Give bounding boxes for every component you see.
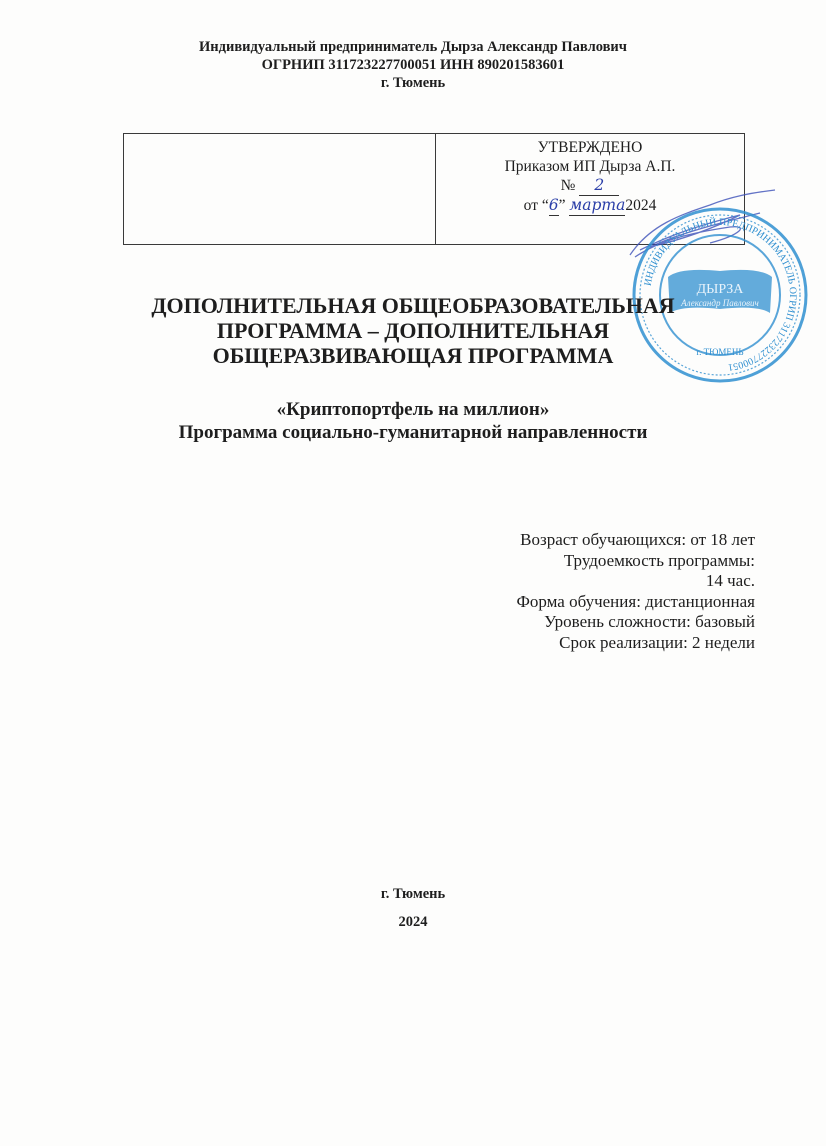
title-line-2: ПРОГРАММА – ДОПОЛНИТЕЛЬНАЯ	[216, 318, 610, 343]
property-workload-label: Трудоемкость программы:	[563, 550, 755, 570]
approval-table-empty-cell	[124, 134, 436, 244]
property-workload-value: 14 час.	[705, 571, 755, 590]
approved-label: УТВЕРЖДЕНО	[537, 139, 643, 156]
property-format: Форма обучения: дистанционная	[516, 591, 755, 611]
footer-city: г. Тюмень	[380, 886, 446, 902]
title-line-1: ДОПОЛНИТЕЛЬНАЯ ОБЩЕОБРАЗОВАТЕЛЬНАЯ	[151, 293, 675, 318]
number-value: 2	[579, 176, 619, 196]
number-label: №	[560, 177, 576, 194]
program-focus: Программа социально-гуманитарной направленности	[178, 422, 648, 443]
property-duration: Срок реализации: 2 недели	[559, 632, 755, 652]
entrepreneur-name: Индивидуальный предприниматель Дырза Александр Павлович	[199, 39, 627, 55]
property-age: Возраст обучающихся: от 18 лет	[520, 530, 755, 549]
stamp-subname: Александр Павлович	[681, 298, 759, 308]
date-day: 6	[548, 196, 559, 214]
stamp-name: ДЫРЗА	[696, 282, 744, 297]
approved-by: Приказом ИП Дырза А.П.	[504, 158, 676, 175]
program-properties	[516, 530, 755, 653]
program-subtitle	[0, 398, 826, 444]
program-name: «Криптопортфель на миллион»	[276, 399, 550, 420]
document-header	[0, 38, 826, 92]
date-quote-close: ”	[558, 197, 566, 214]
property-level: Уровень сложности: базовый	[544, 612, 755, 631]
title-line-3: ОБЩЕРАЗВИВАЮЩАЯ ПРОГРАММА	[212, 343, 614, 368]
registration-numbers: ОГРНИП 311723227700051 ИНН 890201583601	[261, 57, 565, 73]
header-city: г. Тюмень	[380, 75, 446, 91]
date-year: 2024	[625, 197, 657, 214]
stamp-city: г. ТЮМЕНЬ	[696, 347, 744, 357]
footer-year: 2024	[398, 914, 428, 930]
date-month: марта	[569, 196, 626, 214]
document-title	[0, 293, 826, 368]
stamp-outer-text: ИНДИВИДУАЛЬНЫЙ ПРЕДПРИНИМАТЕЛЬ ОГРИП 311723227700051	[642, 216, 799, 373]
date-prefix: от “	[523, 197, 549, 214]
